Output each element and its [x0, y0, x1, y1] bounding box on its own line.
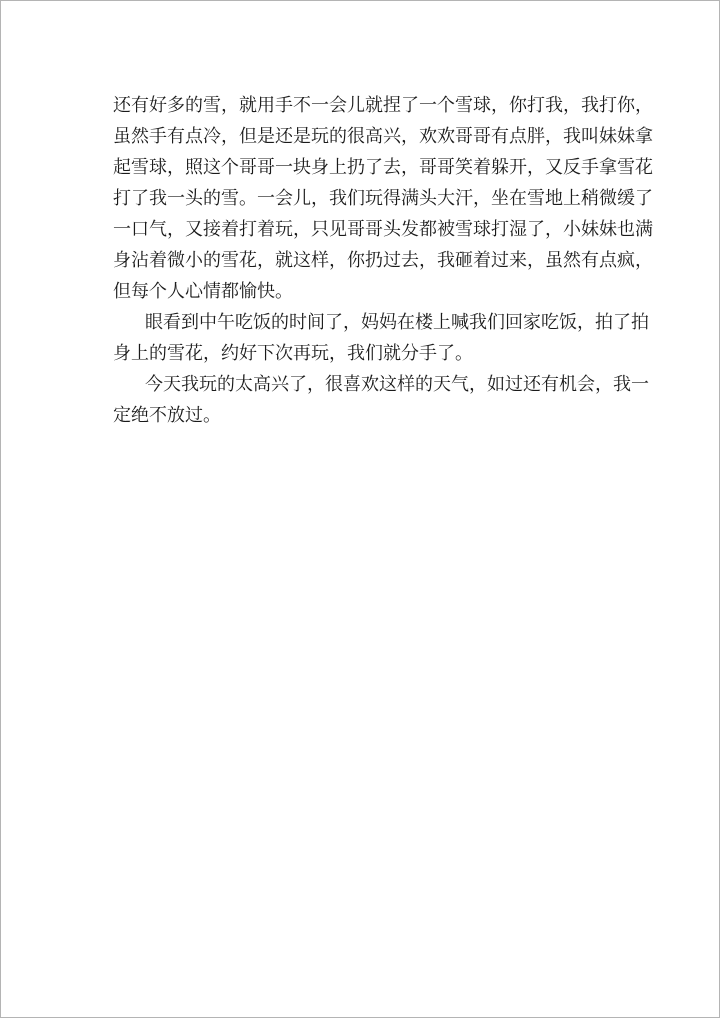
paragraph-3	[113, 369, 649, 431]
document-body	[113, 90, 653, 431]
paragraph-1	[113, 90, 653, 307]
text-line: 今天我玩的太高兴了，很喜欢这样的天气，如过还有机会，我一	[145, 374, 649, 395]
text-line: 还有好多的雪，就用手不一会儿就捏了一个雪球，你打我，我打你，	[113, 95, 653, 116]
text-line: 虽然手有点冷，但是还是玩的很高兴，欢欢哥哥有点胖，我叫妹妹拿	[113, 126, 653, 147]
text-line: 一口气，又接着打着玩，只见哥哥头发都被雪球打湿了，小妹妹也满	[113, 219, 653, 240]
text-line: 身沾着微小的雪花，就这样，你扔过去，我砸着过来，虽然有点疯，	[113, 250, 653, 271]
text-line: 打了我一头的雪。一会儿，我们玩得满头大汗，坐在雪地上稍微缓了	[113, 188, 653, 209]
paragraph-2	[113, 307, 649, 369]
text-line: 但每个人心情都愉快。	[113, 281, 293, 302]
text-line: 眼看到中午吃饭的时间了，妈妈在楼上喊我们回家吃饭，拍了拍	[145, 312, 649, 333]
text-line: 身上的雪花，约好下次再玩，我们就分手了。	[113, 343, 473, 364]
text-line: 定绝不放过。	[113, 405, 221, 426]
text-line: 起雪球，照这个哥哥一块身上扔了去，哥哥笑着躲开，又反手拿雪花	[113, 157, 653, 178]
